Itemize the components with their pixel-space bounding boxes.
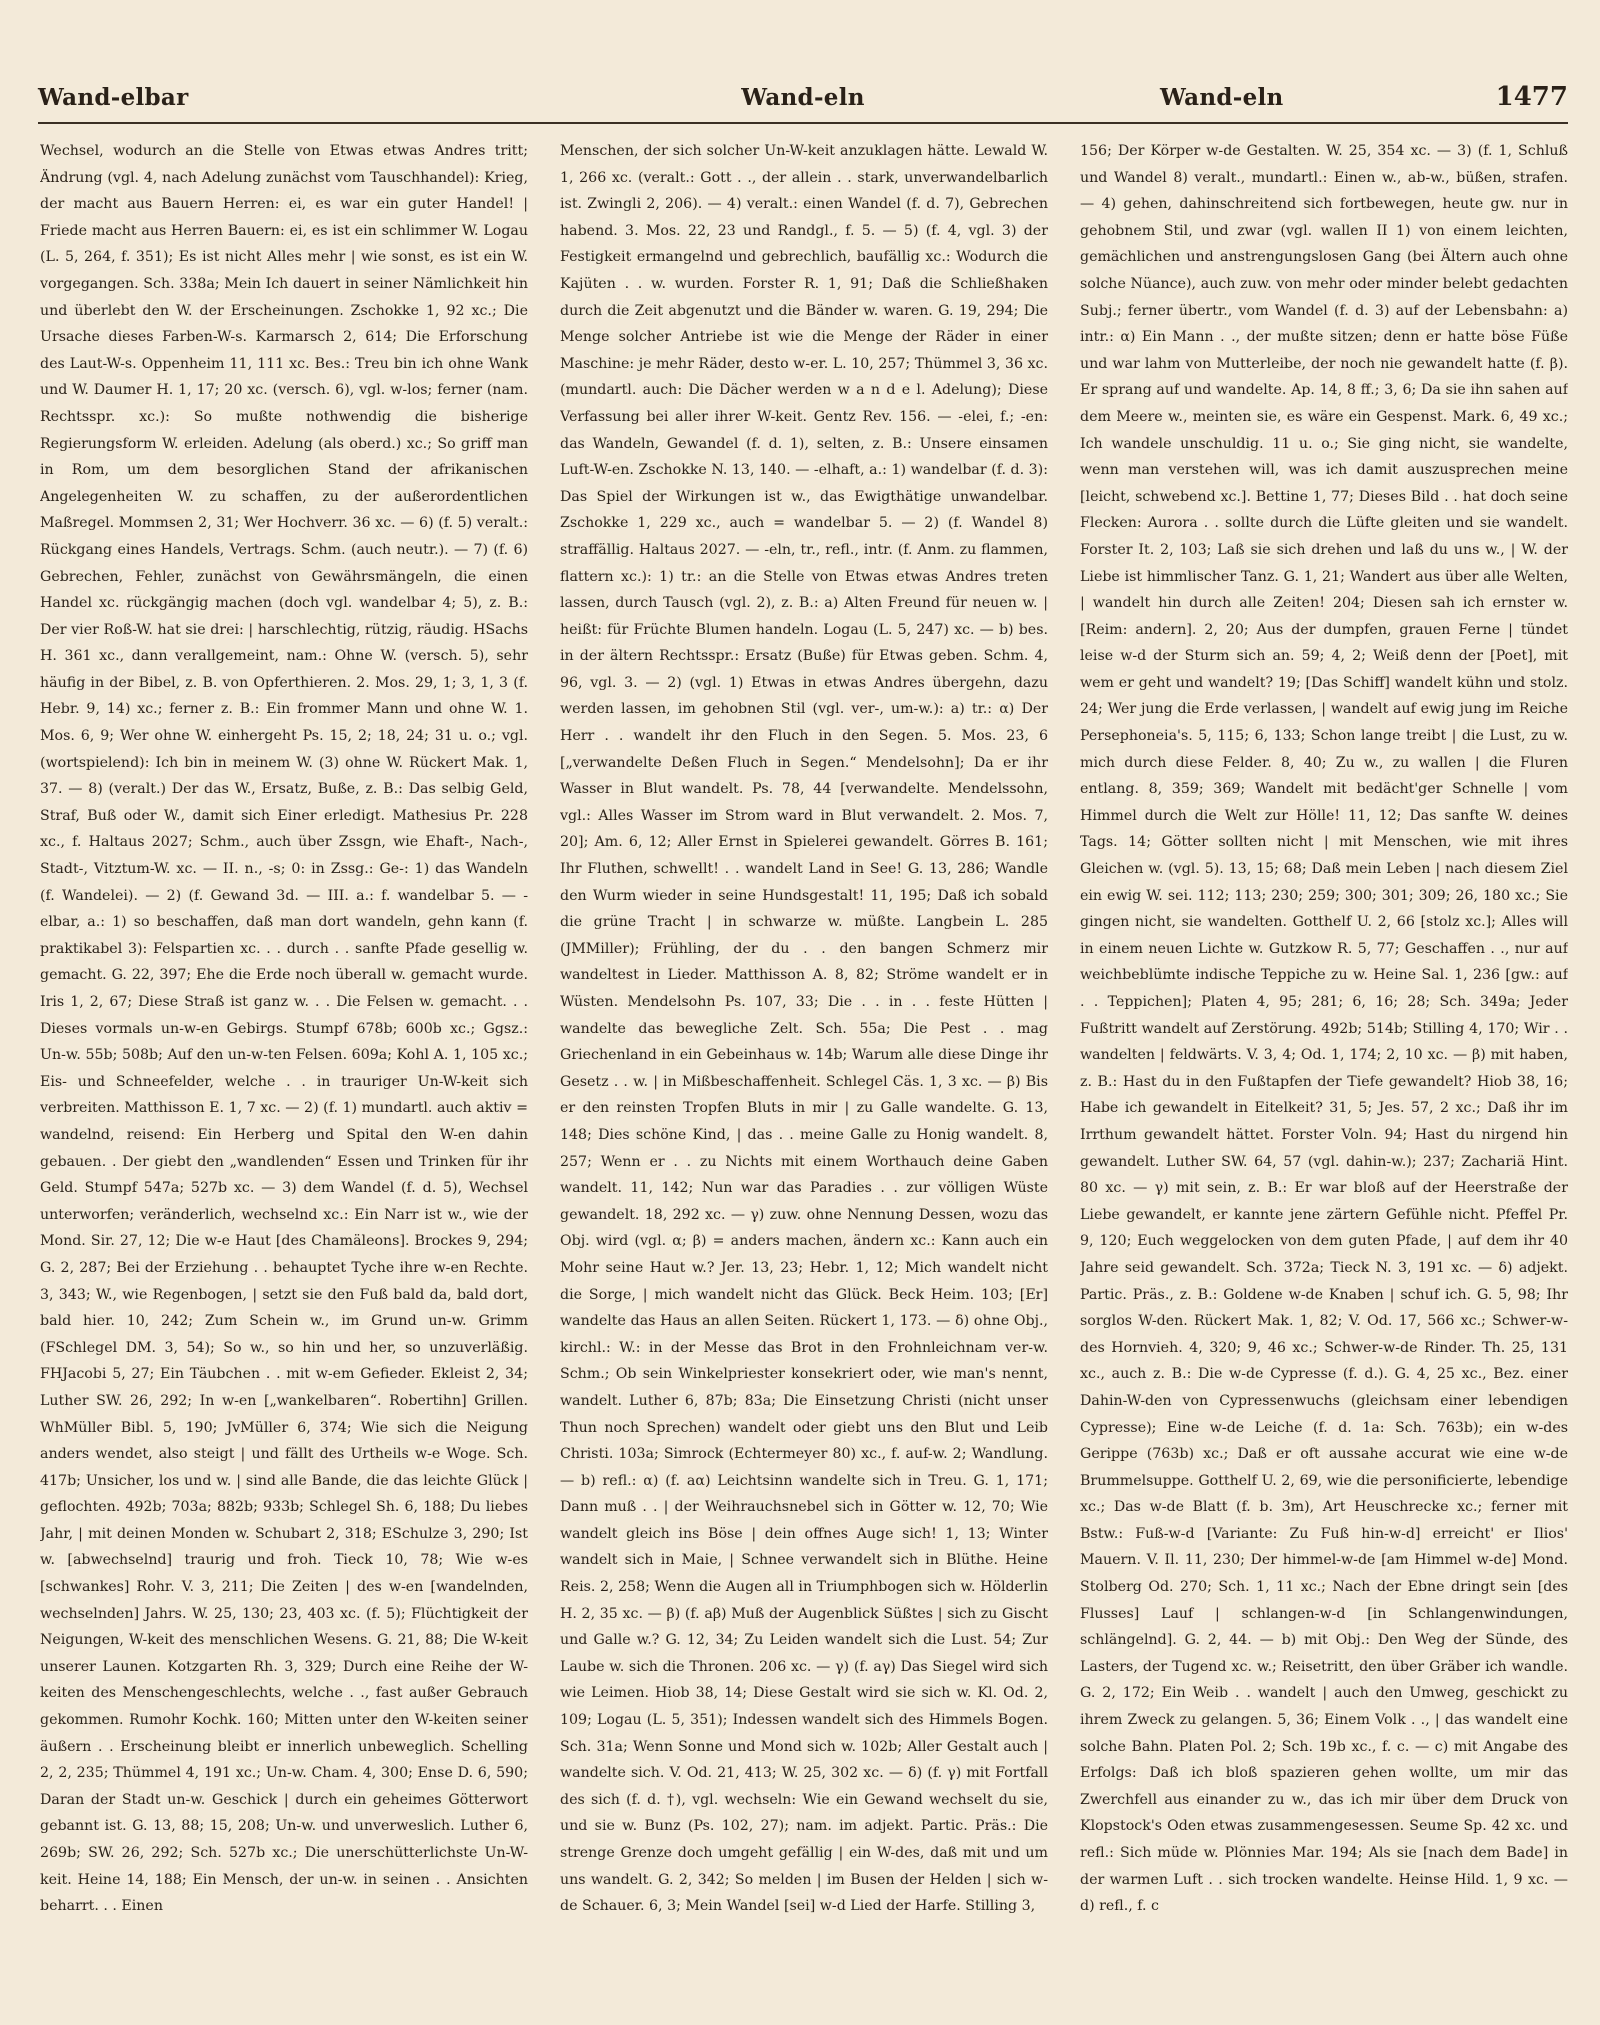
column-3-text: 156; Der Körper w-de Gestalten. W. 25, 354 xc. — 3) (f. 1, Schluß und Wandel 8) veralt., mundartl.: Einen w., ab-w., büßen, strafen. — 4) gehen, dahinschreitend sich fortbewegen, heute gw. nur in gehobnem Stil, und zwar (vgl. wallen II 1) von einem leichten, gemächlichen und anstrengungslosen Gang (bei Ältern auch ohne solche Nüance), auch zuw. von mehr oder minder belebt gedachten Subj.; ferner übertr., vom Wandel (f. d. 3) auf der Lebensbahn: a) intr.: α) Ein Mann . ., der mußte sitzen; denn er hatte böse Füße und war lahm von Mutterleibe, der noch nie gewandelt hatte (f. β). Er sprang auf und wandelte. Ap. 14, 8 ff.; 3, 6; Da sie ihn sahen auf dem Meere w., meinten sie, es wäre ein Gespenst. Mark. 6, 49 xc.; Ich wandele unschuldig. 11 u. o.; Sie ging nicht, sie wandelte, wenn man verstehen will, was ich damit auszusprechen meine [leicht, schwebend xc.]. Bettine 1, 77; Dieses Bild . . hat doch seine Flecken: Aurora . . sollte durch die Lüfte gleiten und sie wandelt. Forster It. 2, 103; Laß sie sich drehen und laß du uns w., | W. der Liebe ist himmlischer Tanz. G. 1, 21; Wandert aus über alle Welten, | wandelt hin durch alle Zeiten! 204; Diesen sah ich ernster w. [Reim: andern]. 2, 20; Aus der dumpfen, grauen Ferne | tündet leise w-d der Sturm sich an. 59; 4, 2; Weiß denn der [Poet], mit wem er geht und wandelt? 19; [Das Schiff] wandelt kühn und stolz. 24; Wer jung die Erde verlassen, | wandelt auf ewig jung im Reiche Persephoneia's. 5, 115; 6, 133; Schon lange treibt | die Lust, zu w. mich durch diese Felder. 8, 40; Zu w., zu wallen | die Fluren entlang. 8, 359; 369; Wandelt mit bedächt'ger Schnelle | vom Himmel durch die Welt zur Hölle! 11, 12; Das sanfte W. deines Tags. 14; Götter sollten nicht | mit Menschen, wie mit ihres Gleichen w. (vgl. 5). 13, 15; 68; Daß mein Leben | nach diesem Ziel ein ewig W. sei. 112; 113; 230; 259; 300; 301; 309; 26, 180 xc.; Sie gingen nicht, sie wandelten. Gotthelf U. 2, 66 [stolz xc.]; Alles will in einem neuen Lichte w. Gutzkow R. 5, 77; Geschaffen . ., nur auf weichbeblümte indische Teppiche zu w. Heine Sal. 1, 236 [gw.: auf . . Teppichen]; Platen 4, 95; 281; 6, 16; 28; Sch. 349a; Jeder Fußtritt wandelt auf Zerstörung. 492b; 514b; Stilling 4, 170; Wir . . wandelten | feldwärts. V. 3, 4; Od. 1, 174; 2, 10 xc. — β) mit haben, z. B.: Hast du in den Fußtapfen der Tiefe gewandelt? Hiob 38, 16; Habe ich gewandelt in Eitelkeit? 31, 5; Jes. 57, 2 xc.; Daß ihr im Irrthum gewandelt hättet. Forster Voln. 94; Hast du nirgend hin gewandelt. Luther SW. 64, 57 (vgl. dahin-w.); 237; Zachariä Hint. 80 xc. — γ) mit sein, z. B.: Er war bloß auf der Heerstraße der Liebe gewandelt, er kannte jene zärtern Gefühle nicht. Pfeffel Pr. 9, 120; Euch weggelocken von dem guten Pfade, | auf dem ihr 40 Jahre seid gewandelt. Sch. 372a; Tieck N. 3, 191 xc. — δ) adjekt. Partic. Präs., z. B.: Goldene w-de Knaben | schuf ich. G. 5, 98; Ihr sorglos W-den. Rückert Mak. 1, 82; V. Od. 17, 566 xc.; Schwer-w-des Hornvieh. 4, 320; 9, 46 xc.; Schwer-w-de Rinder. Th. 25, 131 xc., auch z. B.: Die w-de Cypresse (f. d.). G. 4, 25 xc., Bez. einer Dahin-W-den von Cypressenwuchs (gleichsam einer lebendigen Cypresse); Eine w-de Leiche (f. d. 1a: Sch. 763b); ein w-des Gerippe (763b) xc.; Daß er oft aussahe accurat wie eine w-de Brummelsuppe. Gotthelf U. 2, 69, wie die personificierte, lebendige xc.; Das w-de Blatt (f. b. 3m), Art Heuschrecke xc.; ferner mit Bstw.: Fuß-w-d [Variante: Zu Fuß hin-w-d] erreicht' er Ilios' Mauern. V. Il. 11, 230; Der himmel-w-de [am Himmel w-de] Mond. Stolberg Od. 270; Sch. 1, 11 xc.; Nach der Ebne dringt sein [des Flusses] Lauf | schlangen-w-d [in Schlangenwindungen, schlängelnd]. G. 2, 44. — b) mit Obj.: Den Weg der Sünde, des Lasters, der Tugend xc. w.; Reisetritt, den über Gräber ich wandle. G. 2, 172; Ein Weib . . wandelt | auch den Umweg, geschickt zu ihrem Zweck zu gelangen. 5, 36; Einem Volk . ., | das wandelt eine solche Bahn. Platen Pol. 2; Sch. 19b xc., f. c. — c) mit Angabe des Erfolgs: Daß ich bloß spazieren gehen wollte, um mir das Zwerchfell aus einander zu w., das ich mir über dem Druck von Klopstock's Oden etwas zusammengesessen. Seume Sp. 42 xc. und refl.: Sich müde w. Plönnies Mar. 194; Als sie [nach dem Bade] in der warmen Luft . . sich trocken wandelte. Heinse Hild. 1, 9 xc. — d) refl., f. c	[1080, 143, 1568, 1915]
column-1-text: Wechsel, wodurch an die Stelle von Etwas etwas Andres tritt; Ändrung (vgl. 4, nach Adelung zunächst vom Tauschhandel): Krieg, der macht aus Bauern Herren: ei, es war ein guter Handel! | Friede macht aus Herren Bauern: ei, es ist ein schlimmer W. Logau (L. 5, 264, f. 351); Es ist nicht Alles mehr | wie sonst, es ist ein W. vorgegangen. Sch. 338a; Mein Ich dauert in seiner Nämlichkeit hin und überlebt den W. der Erscheinungen. Zschokke 1, 92 xc.; Die Ursache dieses Farben-W-s. Karmarsch 2, 614; Die Erforschung des Laut-W-s. Oppenheim 11, 111 xc. Bes.: Treu bin ich ohne Wank und W. Daumer H. 1, 17; 20 xc. (versch. 6), vgl. w-los; ferner (nam. Rechtsspr. xc.): So mußte nothwendig die bisherige Regierungsform W. erleiden. Adelung (als oberd.) xc.; So griff man in Rom, um dem besorglichen Stand der afrikanischen Angelegenheiten W. zu schaffen, zu der außerordentlichen Maßregel. Mommsen 2, 31; Wer Hochverr. 36 xc. — 6) (f. 5) veralt.: Rückgang eines Handels, Vertrags. Schm. (auch neutr.). — 7) (f. 6) Gebrechen, Fehler, zunächst von Gewährsmängeln, die einen Handel xc. rückgängig machen (doch vgl. wandelbar 4; 5), z. B.: Der vier Roß-W. hat sie drei: | harschlechtig, rützig, räudig. HSachs H. 361 xc., dann verallgemeint, nam.: Ohne W. (versch. 5), sehr häufig in der Bibel, z. B. von Opferthieren. 2. Mos. 29, 1; 3, 1, 3 (f. Hebr. 9, 14) xc.; ferner z. B.: Ein frommer Mann und ohne W. 1. Mos. 6, 9; Wer ohne W. einhergeht Ps. 15, 2; 18, 24; 31 u. o.; vgl. (wortspielend): Ich bin in meinem W. (3) ohne W. Rückert Mak. 1, 37. — 8) (veralt.) Der das W., Ersatz, Buße, z. B.: Das selbig Geld, Straf, Buß oder W., damit sich Einer erledigt. Mathesius Pr. 228 xc., f. Haltaus 2027; Schm., auch über Zssgn, wie Ehaft-, Nach-, Stadt-, Vitztum-W. xc. — II. n., -s; 0: in Zssg.: Ge-: 1) das Wandeln (f. Wandelei). — 2) (f. Gewand 3d. — III. a.: f. wandelbar 5. — -elbar, a.: 1) so beschaffen, daß man dort wandeln, gehn kann (f. praktikabel 3): Felspartien xc. . . durch . . sanfte Pfade gesellig w. gemacht. G. 22, 397; Ehe die Erde noch überall w. gemacht wurde. Iris 1, 2, 67; Diese Straß ist ganz w. . . Die Felsen w. gemacht. . . Dieses vormals un-w-en Gebirgs. Stumpf 678b; 600b xc.; Ggsz.: Un-w. 55b; 508b; Auf den un-w-ten Felsen. 609a; Kohl A. 1, 105 xc.; Eis- und Schneefelder, welche . . in trauriger Un-W-keit sich verbreiten. Matthisson E. 1, 7 xc. — 2) (f. 1) mundartl. auch aktiv = wandelnd, reisend: Ein Herberg und Spital den W-en dahin gebauen. . Der giebt den „wandlenden“ Essen und Trinken für ihr Geld. Stumpf 547a; 527b xc. — 3) dem Wandel (f. d. 5), Wechsel unterworfen; veränderlich, wechselnd xc.: Ein Narr ist w., wie der Mond. Sir. 27, 12; Die w-e Haut [des Chamäleons]. Brockes 9, 294; G. 2, 287; Bei der Erziehung . . behauptet Tyche ihre w-en Rechte. 3, 343; W., wie Regenbogen, | setzt sie den Fuß bald da, bald dort, bald hier. 10, 242; Zum Schein w., im Grund un-w. Grimm (FSchlegel DM. 3, 54); So w., so hin und her, so unzuverläßig. FHJacobi 5, 27; Ein Täubchen . . mit w-em Gefieder. Ekleist 2, 34; Luther SW. 26, 292; In w-en [„wankelbaren“. Robertihn] Grillen. WhMüller Bibl. 5, 190; JvMüller 6, 374; Wie sich die Neigung anders wendet, also steigt | und fällt des Urtheils w-e Woge. Sch. 417b; Unsicher, los und w. | sind alle Bande, die das leichte Glück | geflochten. 492b; 703a; 882b; 933b; Schlegel Sh. 6, 188; Du liebes Jahr, | mit deinen Monden w. Schubart 2, 318; ESchulze 3, 290; Ist w. [abwechselnd] traurig und froh. Tieck 10, 78; Wie w-es [schwankes] Rohr. V. 3, 211; Die Zeiten | des w-en [wandelnden, wechselnden] Jahrs. W. 25, 130; 23, 403 xc. (f. 5); Flüchtigkeit der Neigungen, W-keit des menschlichen Wesens. G. 21, 88; Die W-keit unserer Launen. Kotzgarten Rh. 3, 329; Durch eine Reihe der W-keiten des Menschengeschlechts, welche . ., fast außer Gebrauch gekommen. Rumohr Kochk. 160; Mitten unter den W-keiten seiner äußern . . Erscheinung bleibt er innerlich unbeweglich. Schelling 2, 2, 235; Thümmel 4, 191 xc.; Un-w. Cham. 4, 300; Ense D. 6, 590; Daran der Stadt un-w. Geschick | durch ein geheimes Götterwort gebannt ist. G. 13, 88; 15, 208; Un-w. und unverweslich. Luther 6, 269b; SW. 26, 292; Sch. 527b xc.; Die unerschütterlichste Un-W-keit. Heine 14, 188; Ein Mensch, der un-w. in seinen . . Ansichten beharrt. . . Einen	[40, 143, 528, 1915]
text-column-1	[40, 138, 528, 1998]
page-number: 1477	[1495, 82, 1568, 112]
page-header	[38, 80, 1568, 124]
column-2-text: Menschen, der sich solcher Un-W-keit anzuklagen hätte. Lewald W. 1, 266 xc. (veralt.: Gott . ., der allein . . stark, unverwandelbarlich ist. Zwingli 2, 206). — 4) veralt.: einen Wandel (f. d. 7), Gebrechen habend. 3. Mos. 22, 23 und Randgl., f. 5. — 5) (f. 4, vgl. 3) der Festigkeit ermangelnd und gebrechlich, baufällig xc.: Wodurch die Kajüten . . w. wurden. Forster R. 1, 91; Daß die Schließhaken durch die Zeit abgenutzt und die Bänder w. waren. G. 19, 294; Die Menge solcher Antriebe ist wie die Menge der Räder in einer Maschine: je mehr Räder, desto w-er. L. 10, 257; Thümmel 3, 36 xc. (mundartl. auch: Die Dächer werden w a n d e l. Adelung); Diese Verfassung bei aller ihrer W-keit. Gentz Rev. 156. — -elei, f.; -en: das Wandeln, Gewandel (f. d. 1), selten, z. B.: Unsere einsamen Luft-W-en. Zschokke N. 13, 140. — -elhaft, a.: 1) wandelbar (f. d. 3): Das Spiel der Wirkungen ist w., das Ewigthätige unwandelbar. Zschokke 1, 229 xc., auch = wandelbar 5. — 2) (f. Wandel 8) straffällig. Haltaus 2027. — -eln, tr., refl., intr. (f. Anm. zu flammen, flattern xc.): 1) tr.: an die Stelle von Etwas etwas Andres treten lassen, durch Tausch (vgl. 2), z. B.: a) Alten Freund für neuen w. | heißt: für Früchte Blumen handeln. Logau (L. 5, 247) xc. — b) bes. in der ältern Rechtsspr.: Ersatz (Buße) für Etwas geben. Schm. 4, 96, vgl. 3. — 2) (vgl. 1) Etwas in etwas Andres übergehn, dazu werden lassen, im gehobnen Stil (vgl. ver-, um-w.): a) tr.: α) Der Herr . . wandelt ihr den Fluch in den Segen. 5. Mos. 23, 6 [„verwandelte Deßen Fluch in Segen.“ Mendelsohn]; Da er ihr Wasser in Blut wandelt. Ps. 78, 44 [verwandelte. Mendelssohn, vgl.: Alles Wasser im Strom ward in Blut verwandelt. 2. Mos. 7, 20]; Am. 6, 12; Aller Ernst in Spielerei gewandelt. Görres B. 161; Ihr Fluthen, schwellt! . . wandelt Land in See! G. 13, 286; Wandle den Wurm wieder in seine Hundsgestalt! 11, 195; Daß ich sobald die grüne Tracht | in schwarze w. müßte. Langbein L. 285 (JMMiller); Frühling, der du . . den bangen Schmerz mir wandeltest in Lieder. Matthisson A. 8, 82; Ströme wandelt er in Wüsten. Mendelsohn Ps. 107, 33; Die . . in . . feste Hütten | wandelte das bewegliche Zelt. Sch. 55a; Die Pest . . mag Griechenland in ein Gebeinhaus w. 14b; Warum alle diese Dinge ihr Gesetz . . w. | in Mißbeschaffenheit. Schlegel Cäs. 1, 3 xc. — β) Bis er den reinsten Tropfen Bluts in mir | zu Galle wandelte. G. 13, 148; Dies schöne Kind, | das . . meine Galle zu Honig wandelt. 8, 257; Wenn er . . zu Nichts mit einem Worthauch deine Gaben wandelt. 11, 142; Nun war das Paradies . . zur völligen Wüste gewandelt. 18, 292 xc. — γ) zuw. ohne Nennung Dessen, wozu das Obj. wird (vgl. α; β) = anders machen, ändern xc.: Kann auch ein Mohr seine Haut w.? Jer. 13, 23; Hebr. 1, 12; Mich wandelt nicht die Sorge, | mich wandelt nicht das Glück. Beck Heim. 103; [Er] wandelte das Haus an allen Seiten. Rückert 1, 173. — δ) ohne Obj., kirchl.: W.: in der Messe das Brot in den Frohnleichnam ver-w. Schm.; Ob sein Winkelpriester konsekriert oder, wie man's nennt, wandelt. Luther 6, 87b; 83a; Die Einsetzung Christi (nicht unser Thun noch Sprechen) wandelt oder giebt uns den Blut und Leib Christi. 103a; Simrock (Echtermeyer 80) xc., f. auf-w. 2; Wandlung. — b) refl.: α) (f. aα) Leichtsinn wandelte sich in Treu. G. 1, 171; Dann muß . . | der Weihrauchsnebel sich in Götter w. 12, 70; Wie wandelt gleich ins Böse | dein offnes Auge sich! 1, 13; Winter wandelt sich in Maie, | Schnee verwandelt sich in Blüthe. Heine Reis. 2, 258; Wenn die Augen all in Triumphbogen sich w. Hölderlin H. 2, 35 xc. — β) (f. aβ) Muß der Augenblick Süßtes | sich zu Gischt und Galle w.? G. 12, 34; Zu Leiden wandelt sich die Lust. 54; Zur Laube w. sich die Thronen. 206 xc. — γ) (f. aγ) Das Siegel wird sich wie Leimen. Hiob 38, 14; Diese Gestalt wird sie sich w. Kl. Od. 2, 109; Logau (L. 5, 351); Indessen wandelt sich des Himmels Bogen. Sch. 31a; Wenn Sonne und Mond sich w. 102b; Aller Gestalt auch | wandelte sich. V. Od. 21, 413; W. 25, 302 xc. — δ) (f. γ) mit Fortfall des sich (f. d. †), vgl. wechseln: Wie ein Gewand wechselt du sie, und sie w. Bunz (Ps. 102, 27); nam. im adjekt. Partic. Präs.: Die strenge Grenze doch umgeht gefällig | ein W-des, daß mit und um uns wandelt. G. 2, 342; So melden | im Busen der Helden | sich w-de Schauer. 6, 3; Mein Wandel [sei] w-d Lied der Harfe. Stilling 3,	[560, 143, 1048, 1915]
text-column-3	[1080, 138, 1568, 1998]
header-right-catchword: Wand-eln	[1160, 84, 1284, 111]
header-left-catchword: Wand-elbar	[38, 84, 189, 111]
header-center-catchword: Wand-eln	[741, 84, 865, 111]
text-column-2	[560, 138, 1048, 1998]
